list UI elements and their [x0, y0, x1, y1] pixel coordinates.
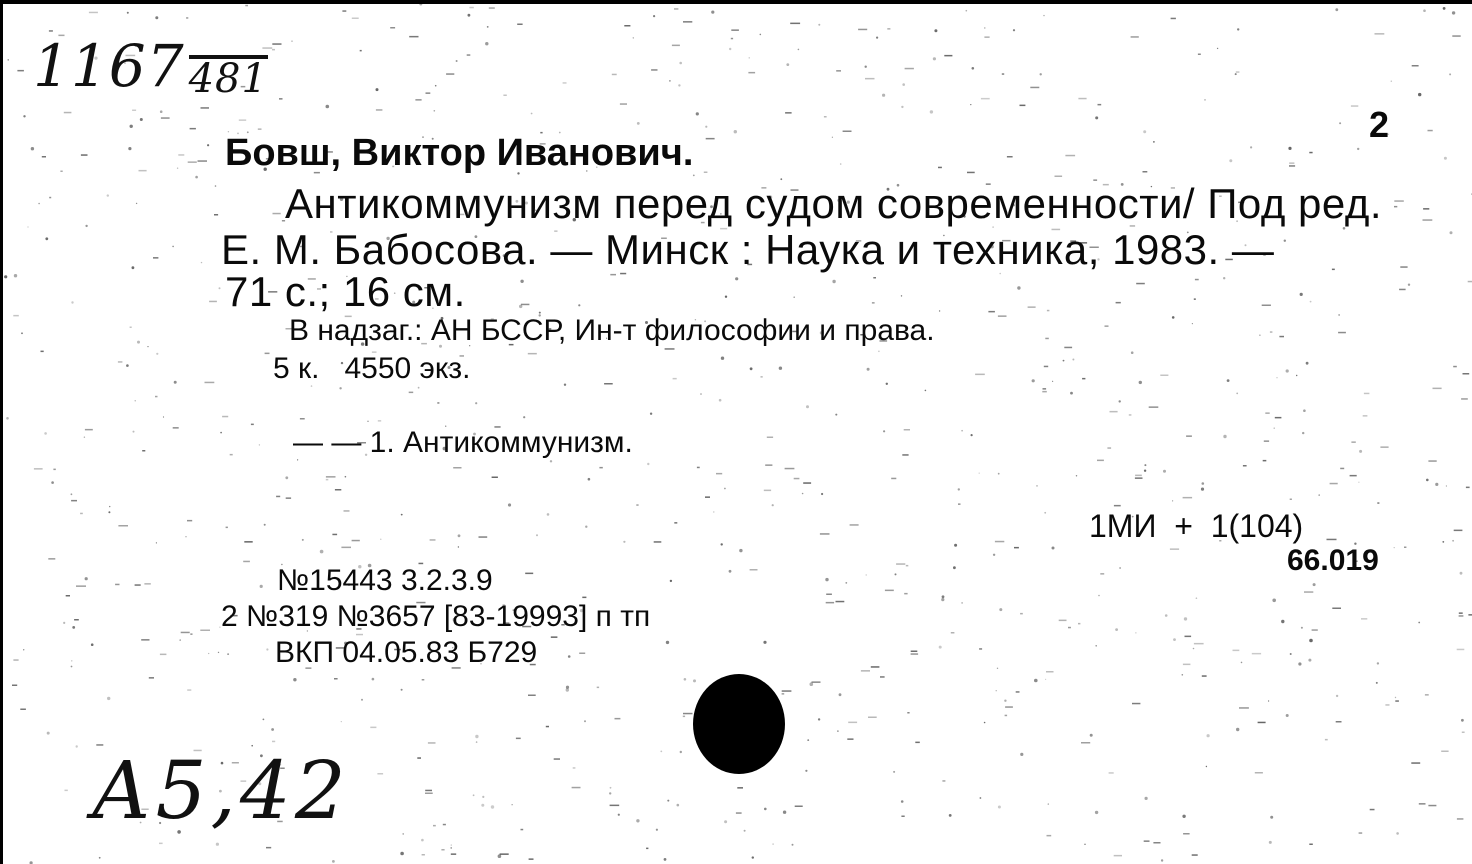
title-line-1: Антикоммунизм перед судом современности/ Под ред.: [285, 180, 1383, 227]
title-line-2: Е. М. Бабосова. — Минск : Наука и техника, 1983. —: [221, 226, 1275, 273]
handwritten-fraction: 481: [188, 56, 268, 102]
title-line-3: 71 с.; 16 см.: [225, 268, 466, 315]
author-heading: Бовш, Виктор Иванович.: [225, 132, 694, 174]
card-sequence-number: 2: [1369, 104, 1390, 145]
subject-heading: — — 1. Антикоммунизм.: [293, 426, 633, 459]
classification-index-2: 66.019: [1287, 544, 1379, 577]
handwritten-call-number: [33, 32, 268, 100]
service-line-1: №15443 3.2.3.9: [277, 564, 493, 597]
punch-hole: [693, 674, 785, 774]
handwritten-shelf-code: А5,42: [91, 744, 350, 837]
service-line-3: ВКП 04.05.83 Б729: [275, 636, 538, 669]
handwritten-number: 1167: [33, 32, 185, 100]
service-line-2: 2 №319 №3657 [83-19993] п тп: [221, 600, 651, 633]
note-line-2: 5 к. 4550 экз.: [273, 352, 471, 385]
classification-index-1: 1МИ + 1(104): [1089, 508, 1304, 544]
note-line-1: В надзаг.: АН БССР, Ин-т философии и права.: [289, 314, 935, 347]
